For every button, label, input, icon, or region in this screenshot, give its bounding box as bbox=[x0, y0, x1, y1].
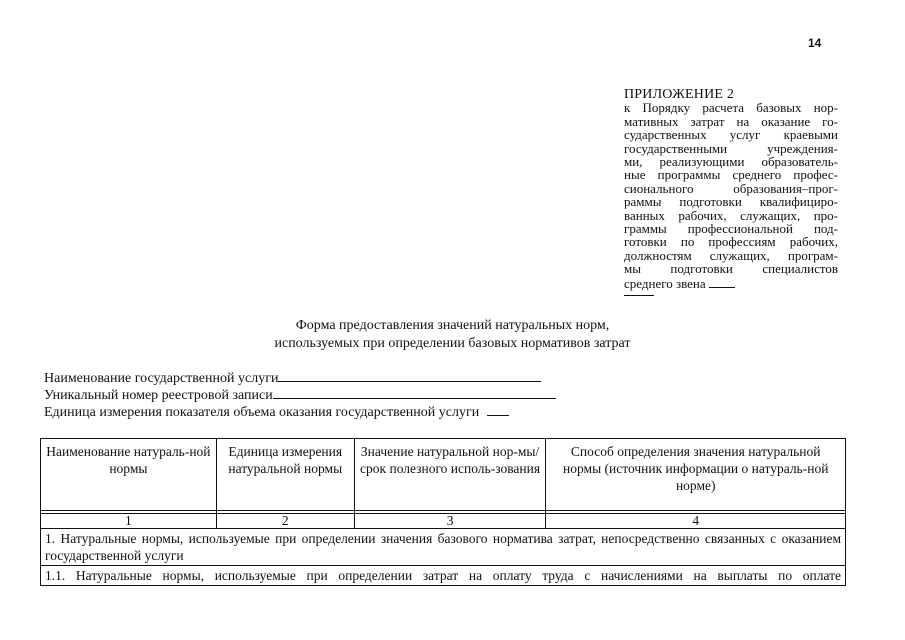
number-blank-line bbox=[624, 295, 654, 296]
appendix-line: ные программы среднего профес- bbox=[624, 167, 838, 183]
appendix-line: сионального образования–прог- bbox=[624, 180, 838, 196]
appendix-line: готовки по профессиям рабочих, bbox=[624, 234, 838, 250]
section-1-heading: 1. Натуральные нормы, используемые при определении значения базового норматива затрат, непосредственно связанных с оказанием государственной услуги bbox=[41, 529, 846, 566]
registry-number-label: Уникальный номер реестровой записи bbox=[44, 388, 273, 403]
column-number: 1 bbox=[41, 514, 217, 529]
appendix-line: к Порядку расчета базовых нор- bbox=[624, 100, 838, 116]
appendix-line: ванных рабочих, служащих, про- bbox=[624, 207, 838, 223]
column-number: 2 bbox=[216, 514, 354, 529]
appendix-line: государственными учреждения- bbox=[624, 140, 838, 156]
page-number: 14 bbox=[808, 36, 822, 50]
header-cell: Значение натуральной нор-мы/срок полезного исполь-зования bbox=[354, 439, 546, 511]
header-cell: Способ определения значения натуральной нормы (источник информации о натураль-ной норме) bbox=[546, 439, 846, 511]
table-row bbox=[41, 529, 846, 566]
registry-number-field bbox=[44, 386, 556, 404]
column-number-row bbox=[41, 514, 846, 529]
service-name-field bbox=[44, 369, 541, 387]
table-header-row bbox=[41, 439, 846, 511]
appendix-last-line bbox=[624, 276, 838, 290]
column-number: 4 bbox=[546, 514, 846, 529]
column-number: 3 bbox=[354, 514, 546, 529]
natural-norms-table bbox=[40, 438, 846, 586]
appendix-line: раммы подготовки квалифициро- bbox=[624, 194, 838, 210]
appendix-heading: ПРИЛОЖЕНИЕ 2 bbox=[624, 87, 735, 102]
form-title-line-2: используемых при определении базовых нормативов затрат bbox=[274, 336, 631, 351]
appendix-line: мы подготовки специалистов bbox=[624, 261, 838, 277]
appendix-line: граммы профессиональной под- bbox=[624, 221, 838, 237]
registry-number-blank bbox=[273, 386, 556, 399]
table-row bbox=[41, 566, 846, 586]
service-name-label: Наименование государственной услуги bbox=[44, 371, 279, 386]
section-1-1-heading: 1.1. Натуральные нормы, используемые при определении затрат на оплату труда с начислениями на выплаты по оплате bbox=[41, 566, 846, 586]
appendix-line: сударственных услуг краевыми bbox=[624, 127, 838, 143]
appendix-line: мативных затрат на оказание го- bbox=[624, 113, 838, 129]
unit-blank bbox=[487, 403, 509, 416]
service-name-blank bbox=[278, 369, 541, 382]
unit-label: Единица измерения показателя объема оказания государственной услуги bbox=[44, 405, 480, 420]
date-blank-line bbox=[709, 276, 735, 288]
unit-field bbox=[44, 403, 509, 421]
appendix-line: должностям служащих, програм- bbox=[624, 247, 838, 263]
appendix-line: ми, реализующими образователь- bbox=[624, 154, 838, 170]
appendix-line: среднего звена bbox=[624, 275, 706, 291]
header-cell: Наименование натураль-ной нормы bbox=[41, 439, 217, 511]
header-cell: Единица измерения натуральной нормы bbox=[216, 439, 354, 511]
form-title-line-1: Форма предоставления значений натуральных норм, bbox=[295, 318, 610, 333]
appendix-block bbox=[624, 88, 838, 290]
